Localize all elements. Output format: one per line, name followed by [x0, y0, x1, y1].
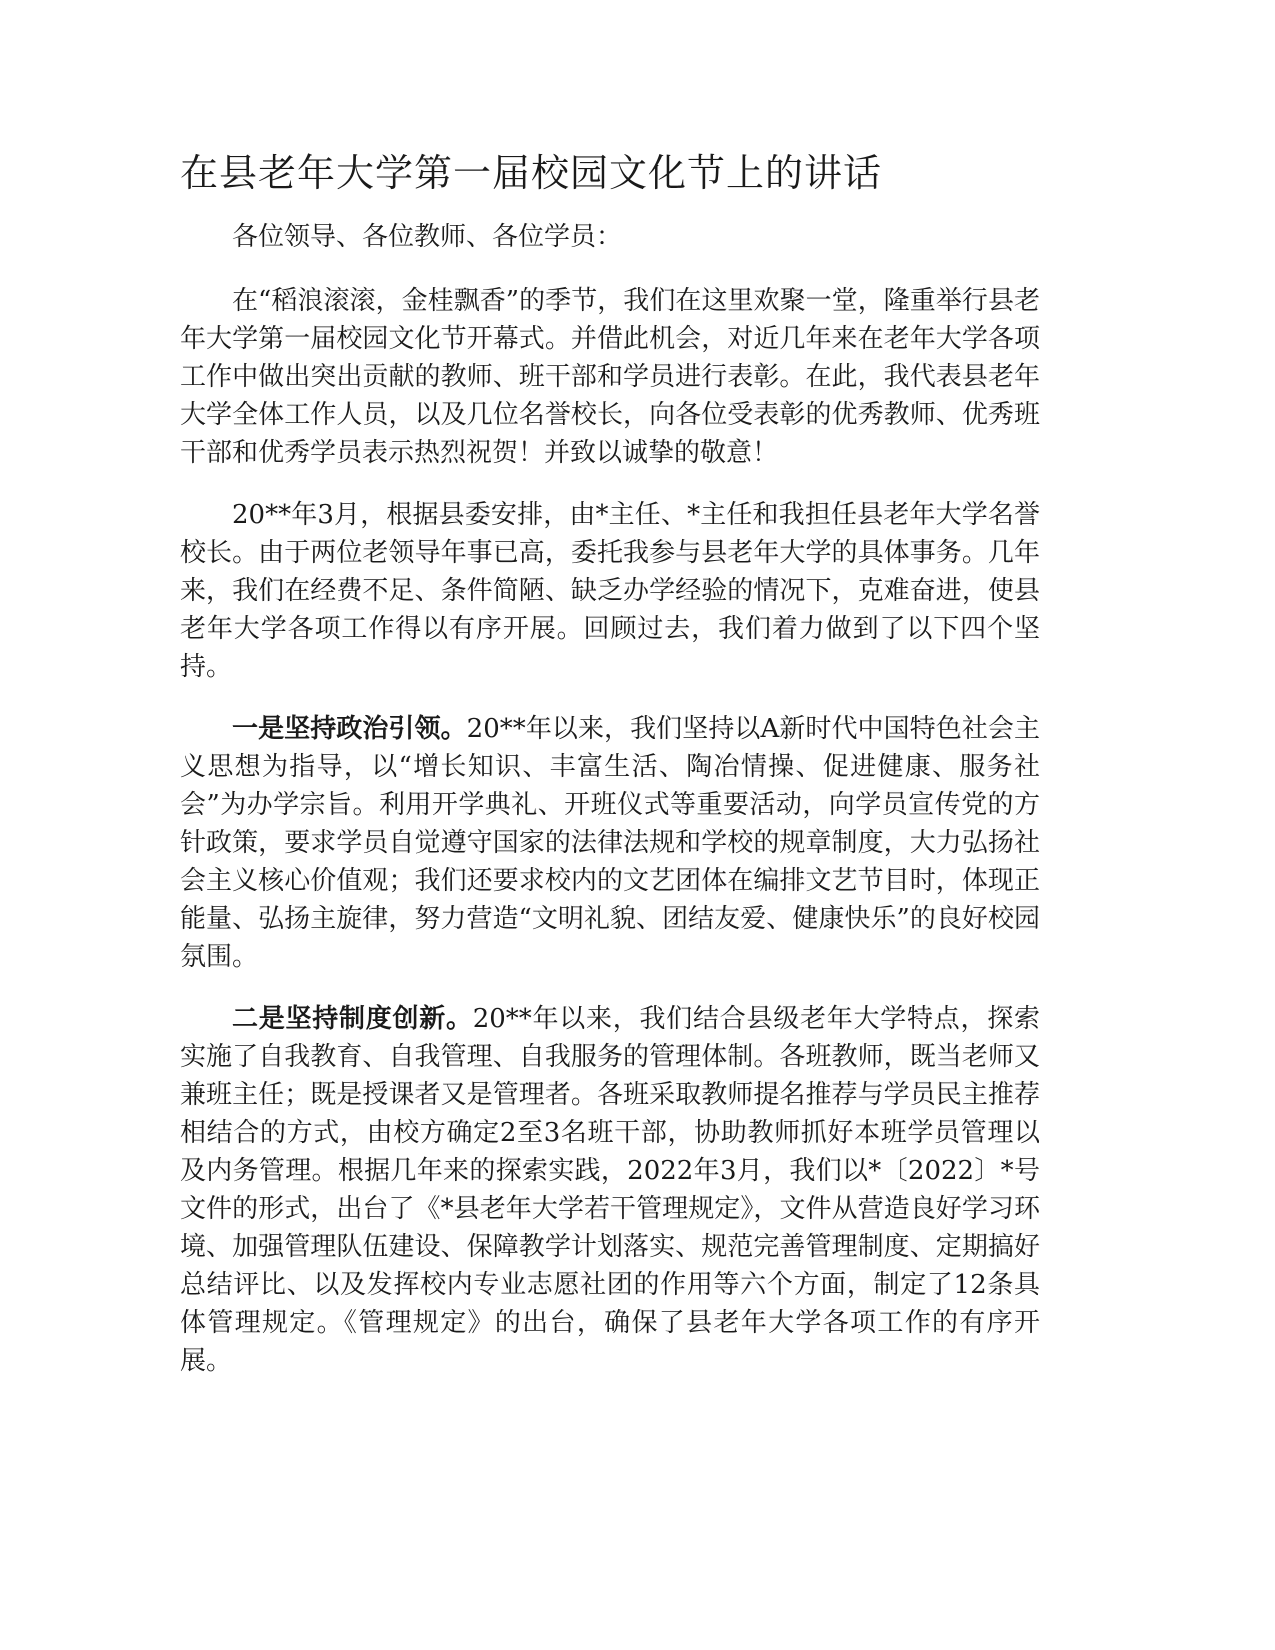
paragraph-background [180, 496, 1040, 686]
paragraph-heading: 一是坚持政治引领。 [232, 714, 467, 744]
paragraph-system-innovation [180, 1000, 1040, 1380]
document-body [180, 148, 1040, 1404]
paragraph-opening [180, 282, 1040, 472]
document-title: 在县老年大学第一届校园文化节上的讲话 [180, 151, 883, 195]
paragraph-text: 20**年3月，根据县委安排，由*主任、*主任和我担任县老年大学名誉校长。由于两位老领导年事已高，委托我参与县老年大学的具体事务。几年来，我们在经费不足、条件简陋、缺乏办学经验的情况下，克难奋进，使县老年大学各项工作得以有序开展。回顾过去，我们着力做到了以下四个坚持。 [180, 500, 1040, 682]
paragraph-text: 20**年以来，我们坚持以A新时代中国特色社会主义思想为指导，以“增长知识、丰富生活、陶冶情操、促进健康、服务社会”为办学宗旨。利用开学典礼、开班仪式等重要活动，向学员宣传党的方针政策，要求学员自觉遵守国家的法律法规和学校的规章制度，大力弘扬社会主义核心价值观；我们还要求校内的文艺团体在编排文艺节目时，体现正能量、弘扬主旋律，努力营造“文明礼貌、团结友爱、健康快乐”的良好校园氛围。 [180, 714, 1040, 972]
paragraph-political-guidance [180, 710, 1040, 976]
greeting: 各位领导、各位教师、各位学员： [232, 222, 623, 252]
paragraph-text: 20**年以来，我们结合县级老年大学特点，探索实施了自我教育、自我管理、自我服务的管理体制。各班教师，既当老师又兼班主任；既是授课者又是管理者。各班采取教师提名推荐与学员民主推荐相结合的方式，由校方确定2至3名班干部，协助教师抓好本班学员管理以及内务管理。根据几年来的探索实践，2022年3月，我们以*〔2022〕*号文件的形式，出台了《*县老年大学若干管理规定》，文件从营造良好学习环境、加强管理队伍建设、保障教学计划落实、规范完善管理制度、定期搞好总结评比、以及发挥校内专业志愿社团的作用等六个方面，制定了12条具体管理规定。《管理规定》的出台，确保了县老年大学各项工作的有序开展。 [180, 1004, 1040, 1376]
paragraph-heading: 二是坚持制度创新。 [232, 1004, 473, 1034]
paragraph-text: 在“稻浪滚滚，金桂飘香”的季节，我们在这里欢聚一堂，隆重举行县老年大学第一届校园文化节开幕式。并借此机会，对近几年来在老年大学各项工作中做出突出贡献的教师、班干部和学员进行表彰。在此，我代表县老年大学全体工作人员，以及几位名誉校长，向各位受表彰的优秀教师、优秀班干部和优秀学员表示热烈祝贺！并致以诚挚的敬意！ [180, 286, 1040, 468]
